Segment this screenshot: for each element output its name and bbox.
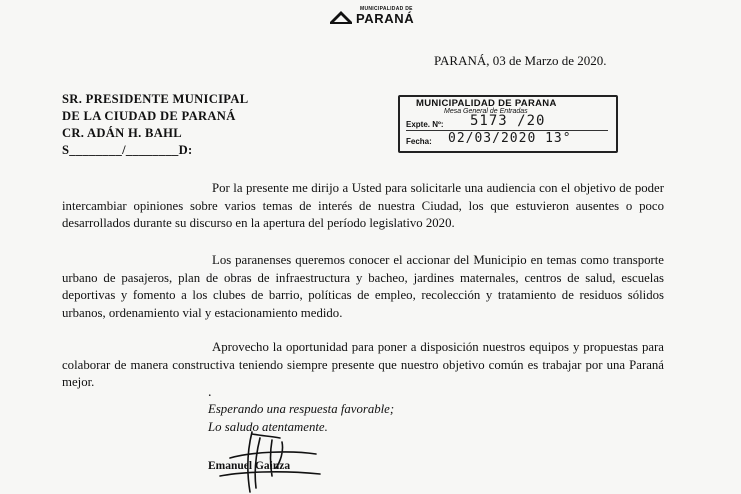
closing-line: Esperando una respuesta favorable;: [208, 402, 395, 416]
body-paragraph: [62, 252, 664, 322]
logo-small-text: MUNICIPALIDAD DE: [360, 6, 413, 12]
recipient-block: [62, 91, 248, 159]
logo-big-text: PARANÁ: [356, 11, 415, 26]
stamp-subtitle: Mesa General de Entradas: [444, 108, 528, 115]
paragraph-text: Por la presente me dirijo a Usted para solicitarle una audiencia con el objetivo de poder intercambiar opiniones sobre varios temas de interés de nuestra Ciudad, los que estuvieron ausentes o poco desarrollados durante su discurso en la apertura del período legislativo 2020.: [62, 181, 664, 230]
stamp-expte-label: Expte. Nº:: [406, 120, 444, 129]
signatory-name: Emanuel Gainza: [208, 460, 291, 472]
paragraph-text: Los paranenses queremos conocer el accionar del Municipio en temas como transporte urbano de pasajeros, plan de obras de infraestructura y bacheo, jardines maternales, centros de salud, escuelas deportivas y fomento a los clubes de barrio, políticas de empleo, recolección y tratamiento de residuos sólidos urbanos, ordenamiento vial y estacionamiento medido.: [62, 253, 664, 320]
stamp-title: MUNICIPALIDAD DE PARANA: [416, 98, 557, 109]
closing-line: Lo saludo atentamente.: [208, 419, 328, 434]
letter-date: PARANÁ, 03 de Marzo de 2020.: [434, 53, 607, 68]
body-paragraph: [62, 180, 664, 233]
stamp-fecha-label: Fecha:: [406, 137, 432, 146]
stamp-fecha-value: 02/03/2020 13°: [448, 131, 572, 146]
municipality-logo: [326, 6, 438, 26]
recipient-line: DE LA CIUDAD DE PARANÁ: [62, 109, 236, 123]
recipient-line: CR. ADÁN H. BAHL: [62, 126, 182, 140]
municipality-logo-icon: [328, 8, 354, 24]
stray-dot: .: [208, 385, 212, 400]
recipient-line: S________/________D:: [62, 143, 193, 157]
paragraph-text: Aprovecho la oportunidad para poner a disposición nuestros equipos y propuestas para colaborar de manera constructiva teniendo siempre presente que nuestro objetivo común es trabajar por una Paraná mejor.: [62, 340, 664, 389]
recipient-line: SR. PRESIDENTE MUNICIPAL: [62, 92, 249, 106]
reception-stamp: [398, 95, 618, 153]
body-paragraph: [62, 339, 664, 392]
stamp-expte-value: 5173 /20: [470, 113, 546, 129]
